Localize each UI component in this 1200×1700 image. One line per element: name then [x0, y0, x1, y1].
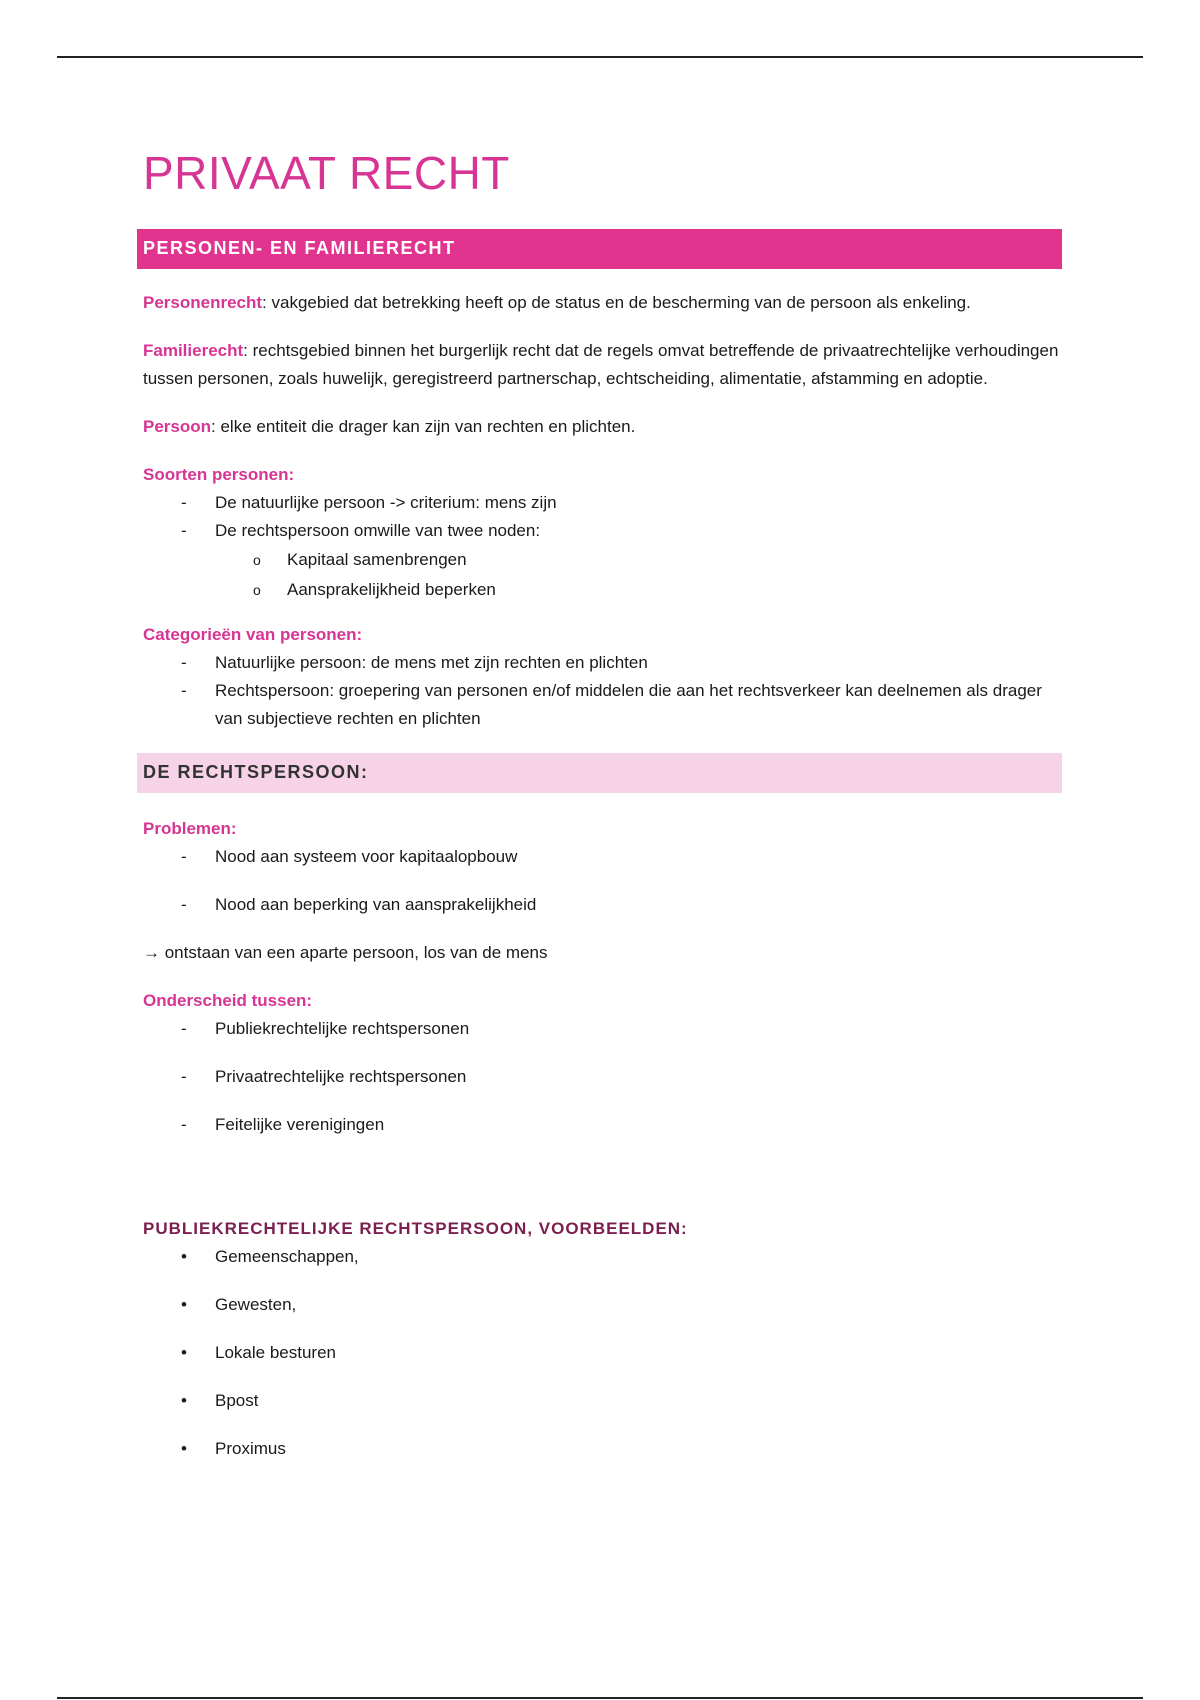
list-item — [143, 1291, 1063, 1319]
list-item — [143, 517, 1063, 545]
top-rule — [57, 56, 1143, 58]
problemen-heading: Problemen: — [143, 818, 237, 838]
list-item — [143, 1243, 1063, 1271]
bullet-marker: • — [181, 1342, 187, 1362]
soorten-list — [143, 489, 1063, 545]
circle-marker: o — [253, 551, 261, 568]
list-item — [143, 1339, 1063, 1367]
voorbeelden-heading: PUBLIEKRECHTELIJKE RECHTSPERSOON, VOORBEELDEN: — [143, 1218, 688, 1238]
list-item-text: Rechtspersoon: groepering van personen en/of middelen die aan het rechtsverkeer kan deelnemen als drager van subjectieve rechten en plichten — [215, 680, 1042, 728]
soorten-sublist — [143, 545, 1063, 605]
dash-marker: - — [181, 1114, 187, 1134]
voorbeelden-list — [143, 1243, 1063, 1463]
definition-persoon — [143, 413, 1063, 441]
list-item-text: Lokale besturen — [215, 1342, 336, 1362]
list-item — [143, 1111, 1063, 1139]
sublist-item — [143, 545, 1063, 575]
dash-marker: - — [181, 1018, 187, 1038]
circle-marker: o — [253, 581, 261, 598]
list-item-text: Aansprakelijkheid beperken — [287, 579, 496, 599]
bullet-marker: • — [181, 1438, 187, 1458]
dash-marker: - — [181, 652, 187, 672]
term: Personenrecht — [143, 292, 263, 312]
list-item — [143, 489, 1063, 517]
soorten-heading: Soorten personen: — [143, 464, 295, 484]
problemen-list — [143, 843, 1063, 919]
page-title: PRIVAAT RECHT — [143, 147, 510, 199]
bullet-marker: • — [181, 1246, 187, 1266]
sublist-item — [143, 575, 1063, 605]
onderscheid-heading: Onderscheid tussen: — [143, 990, 313, 1010]
dash-marker: - — [181, 520, 187, 540]
list-item-text: Gewesten, — [215, 1294, 297, 1314]
bullet-marker: • — [181, 1294, 187, 1314]
dash-marker: - — [181, 1066, 187, 1086]
section-heading-personen: PERSONEN- EN FAMILIERECHT — [137, 229, 1062, 269]
term: Familierecht — [143, 340, 244, 360]
list-item-text: De natuurlijke persoon -> criterium: mens zijn — [215, 492, 557, 512]
list-item — [143, 1015, 1063, 1043]
list-item — [143, 649, 1063, 677]
list-item-text: Feitelijke verenigingen — [215, 1114, 385, 1134]
list-item-text: Nood aan systeem voor kapitaalopbouw — [215, 846, 518, 866]
bullet-marker: • — [181, 1390, 187, 1410]
dash-marker: - — [181, 492, 187, 512]
document-body — [143, 148, 1063, 1483]
list-item — [143, 843, 1063, 871]
list-item-text: De rechtspersoon omwille van twee noden: — [215, 520, 541, 540]
definition-text: : elke entiteit die drager kan zijn van rechten en plichten. — [211, 416, 636, 436]
list-item — [143, 677, 1063, 733]
definition-personenrecht — [143, 289, 1063, 317]
definition-text: : rechtsgebied binnen het burgerlijk recht dat de regels omvat betreffende de privaatrechtelijke verhoudingen tussen personen, zoals huwelijk, geregistreerd partnerschap, echtscheiding, alimentatie, afstamming en adoptie. — [143, 340, 1059, 388]
definition-familierecht — [143, 337, 1063, 393]
categorieen-heading: Categorieën van personen: — [143, 624, 363, 644]
term: Persoon — [143, 416, 212, 436]
list-item-text: Nood aan beperking van aansprakelijkheid — [215, 894, 537, 914]
onderscheid-list — [143, 1015, 1063, 1139]
list-item-text: Kapitaal samenbrengen — [287, 549, 467, 569]
dash-marker: - — [181, 894, 187, 914]
list-item-text: Gemeenschappen, — [215, 1246, 359, 1266]
list-item — [143, 891, 1063, 919]
list-item-text: Privaatrechtelijke rechtspersonen — [215, 1066, 467, 1086]
section-heading-rechtspersoon: DE RECHTSPERSOON: — [137, 753, 1062, 793]
list-item — [143, 1387, 1063, 1415]
list-item-text: Publiekrechtelijke rechtspersonen — [215, 1018, 470, 1038]
list-item — [143, 1063, 1063, 1091]
dash-marker: - — [181, 680, 187, 700]
bottom-rule — [57, 1697, 1143, 1699]
dash-marker: - — [181, 846, 187, 866]
categorieen-list — [143, 649, 1063, 733]
list-item — [143, 1435, 1063, 1463]
conclusion-text: → ontstaan van een aparte persoon, los van de mens — [143, 942, 548, 962]
definition-text: : vakgebied dat betrekking heeft op de status en de bescherming van de persoon als enkeling. — [262, 292, 971, 312]
list-item-text: Natuurlijke persoon: de mens met zijn rechten en plichten — [215, 652, 648, 672]
list-item-text: Bpost — [215, 1390, 259, 1410]
list-item-text: Proximus — [215, 1438, 286, 1458]
